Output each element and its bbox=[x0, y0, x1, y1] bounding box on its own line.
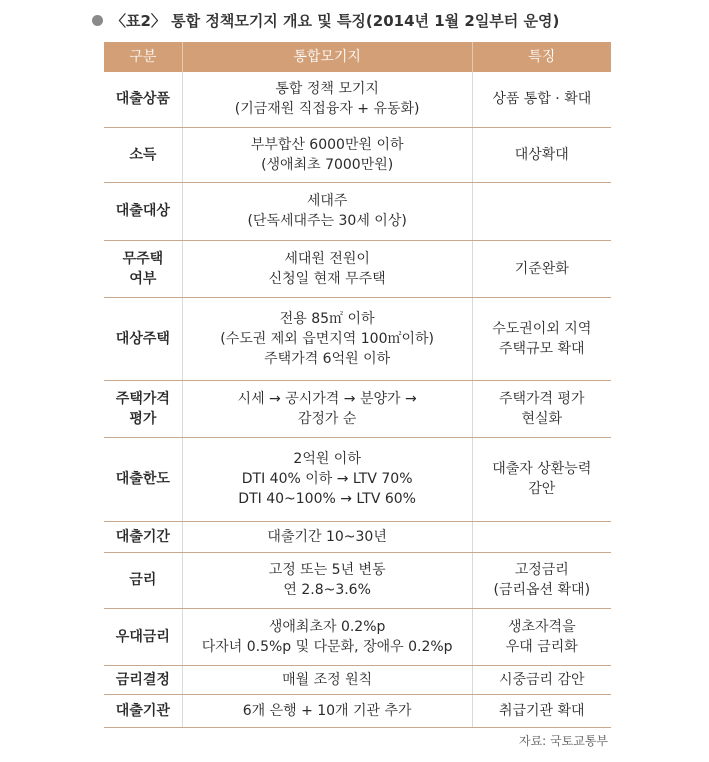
cell-category-line: 대출기관 bbox=[115, 702, 170, 719]
cell-feature bbox=[472, 380, 611, 437]
cell-mortgage-line: 신청일 현재 무주택 bbox=[268, 270, 386, 287]
cell-category bbox=[104, 380, 182, 437]
cell-mortgage bbox=[182, 665, 472, 694]
cell-category-line: 우대금리 bbox=[115, 628, 170, 645]
table-row bbox=[104, 521, 611, 552]
cell-feature-line: 주택가격 평가 bbox=[498, 390, 585, 407]
table-title bbox=[92, 10, 559, 31]
cell-category-line: 여부 bbox=[129, 270, 157, 287]
cell-mortgage-line: 주택가격 6억원 이하 bbox=[264, 350, 391, 367]
cell-mortgage-line: 6개 은행 + 10개 기관 추가 bbox=[242, 702, 412, 719]
table-row bbox=[104, 608, 611, 665]
table-row bbox=[104, 240, 611, 297]
cell-feature-line: 기준완화 bbox=[514, 260, 569, 277]
cell-mortgage-line: 2억원 이하 bbox=[293, 451, 361, 467]
cell-category bbox=[104, 694, 182, 727]
cell-feature bbox=[472, 665, 611, 694]
cell-feature-line: 대출자 상환능력 bbox=[492, 461, 592, 477]
cell-mortgage bbox=[182, 182, 472, 240]
cell-feature-line: 주택규모 확대 bbox=[498, 340, 585, 357]
table-row bbox=[104, 72, 611, 127]
cell-category-line: 대출기간 bbox=[115, 528, 170, 545]
cell-mortgage bbox=[182, 521, 472, 552]
cell-mortgage-line: 고정 또는 5년 변동 bbox=[268, 562, 386, 578]
cell-feature-line: 취급기관 확대 bbox=[498, 702, 585, 719]
cell-category-line: 주택가격 bbox=[115, 390, 170, 407]
cell-mortgage-line: DTI 40~100% → LTV 60% bbox=[238, 491, 416, 507]
cell-mortgage bbox=[182, 240, 472, 297]
cell-category-line: 소득 bbox=[129, 146, 157, 163]
cell-mortgage bbox=[182, 380, 472, 437]
cell-category-line: 평가 bbox=[129, 410, 157, 427]
cell-category bbox=[104, 127, 182, 182]
cell-mortgage-line: 생애최초자 0.2%p bbox=[268, 618, 386, 635]
cell-feature bbox=[472, 297, 611, 380]
table-row bbox=[104, 437, 611, 521]
cell-category bbox=[104, 72, 182, 127]
cell-feature bbox=[472, 694, 611, 727]
cell-feature-line: 생초자격을 bbox=[507, 618, 576, 635]
cell-feature-line: 상품 통합 · 확대 bbox=[492, 91, 592, 108]
cell-category bbox=[104, 182, 182, 240]
header-feature: 특징 bbox=[472, 42, 611, 72]
table-row bbox=[104, 127, 611, 182]
cell-mortgage-line: 통합 정책 모기지 bbox=[275, 81, 379, 98]
cell-feature bbox=[472, 182, 611, 240]
table-row bbox=[104, 380, 611, 437]
cell-feature-line: 시중금리 감안 bbox=[498, 671, 585, 688]
cell-category-line: 대출대상 bbox=[115, 203, 170, 219]
cell-feature bbox=[472, 437, 611, 521]
cell-category-line: 대출한도 bbox=[115, 471, 170, 487]
table-row bbox=[104, 665, 611, 694]
table-row bbox=[104, 552, 611, 608]
cell-category bbox=[104, 552, 182, 608]
cell-feature-line: 고정금리 bbox=[514, 562, 569, 578]
table-row bbox=[104, 297, 611, 380]
policy-mortgage-table bbox=[104, 42, 611, 728]
cell-category-line: 금리결정 bbox=[115, 671, 170, 688]
cell-feature-line: 감안 bbox=[528, 481, 556, 497]
cell-mortgage-line: 다자녀 0.5%p 및 다문화, 장애우 0.2%p bbox=[201, 638, 453, 655]
cell-category-line: 대상주택 bbox=[115, 330, 170, 347]
table-row bbox=[104, 182, 611, 240]
cell-category bbox=[104, 521, 182, 552]
source-note: 자료: 국토교통부 bbox=[519, 734, 609, 748]
cell-feature bbox=[472, 608, 611, 665]
cell-category-line: 무주택 bbox=[122, 250, 164, 267]
cell-feature-line: 대상확대 bbox=[514, 146, 569, 163]
cell-mortgage-line: (기금재원 직접융자 + 유동화) bbox=[234, 101, 420, 118]
table-title-text: 〈표2〉 통합 정책모기지 개요 및 특징(2014년 1월 2일부터 운영) bbox=[111, 12, 560, 30]
cell-mortgage-line: DTI 40% 이하 → LTV 70% bbox=[241, 471, 413, 487]
cell-mortgage-line: 대출기간 10~30년 bbox=[267, 528, 387, 545]
cell-feature bbox=[472, 72, 611, 127]
cell-category bbox=[104, 297, 182, 380]
cell-mortgage-line: (생애최초 7000만원) bbox=[261, 156, 394, 173]
cell-mortgage-line: 시세 → 공시가격 → 분양가 → bbox=[237, 390, 417, 407]
cell-category-line: 대출상품 bbox=[115, 91, 170, 108]
cell-mortgage bbox=[182, 72, 472, 127]
cell-mortgage-line: (수도권 제외 읍면지역 100㎡이하) bbox=[220, 330, 435, 347]
cell-category bbox=[104, 437, 182, 521]
cell-mortgage-line: 세대주 bbox=[306, 193, 348, 209]
cell-category bbox=[104, 240, 182, 297]
cell-feature bbox=[472, 127, 611, 182]
header-mortgage: 통합모기지 bbox=[182, 42, 472, 72]
cell-mortgage-line: 부부합산 6000만원 이하 bbox=[250, 136, 404, 153]
bullet-icon bbox=[92, 15, 103, 26]
cell-category bbox=[104, 665, 182, 694]
cell-feature bbox=[472, 240, 611, 297]
cell-mortgage-line: 세대원 전원이 bbox=[284, 250, 370, 267]
cell-category bbox=[104, 608, 182, 665]
cell-mortgage bbox=[182, 694, 472, 727]
cell-feature bbox=[472, 552, 611, 608]
cell-mortgage bbox=[182, 608, 472, 665]
cell-mortgage-line: 연 2.8~3.6% bbox=[283, 582, 371, 598]
cell-feature-line: (금리옵션 확대) bbox=[493, 582, 591, 598]
cell-mortgage bbox=[182, 127, 472, 182]
cell-category-line: 금리 bbox=[129, 572, 157, 588]
header-category: 구분 bbox=[104, 42, 182, 72]
cell-mortgage-line: 매월 조정 원칙 bbox=[282, 671, 373, 688]
cell-mortgage-line: (단독세대주는 30세 이상) bbox=[247, 213, 407, 229]
cell-mortgage bbox=[182, 297, 472, 380]
cell-feature-line: 현실화 bbox=[521, 410, 563, 427]
cell-feature-line: 수도권이외 지역 bbox=[492, 320, 592, 337]
cell-mortgage bbox=[182, 437, 472, 521]
cell-feature bbox=[472, 521, 611, 552]
table-header-row bbox=[104, 42, 611, 72]
cell-mortgage-line: 감정가 순 bbox=[297, 410, 357, 427]
table-row bbox=[104, 694, 611, 727]
cell-mortgage bbox=[182, 552, 472, 608]
cell-feature-line: 우대 금리화 bbox=[505, 638, 578, 655]
cell-mortgage-line: 전용 85㎡ 이하 bbox=[279, 310, 375, 327]
